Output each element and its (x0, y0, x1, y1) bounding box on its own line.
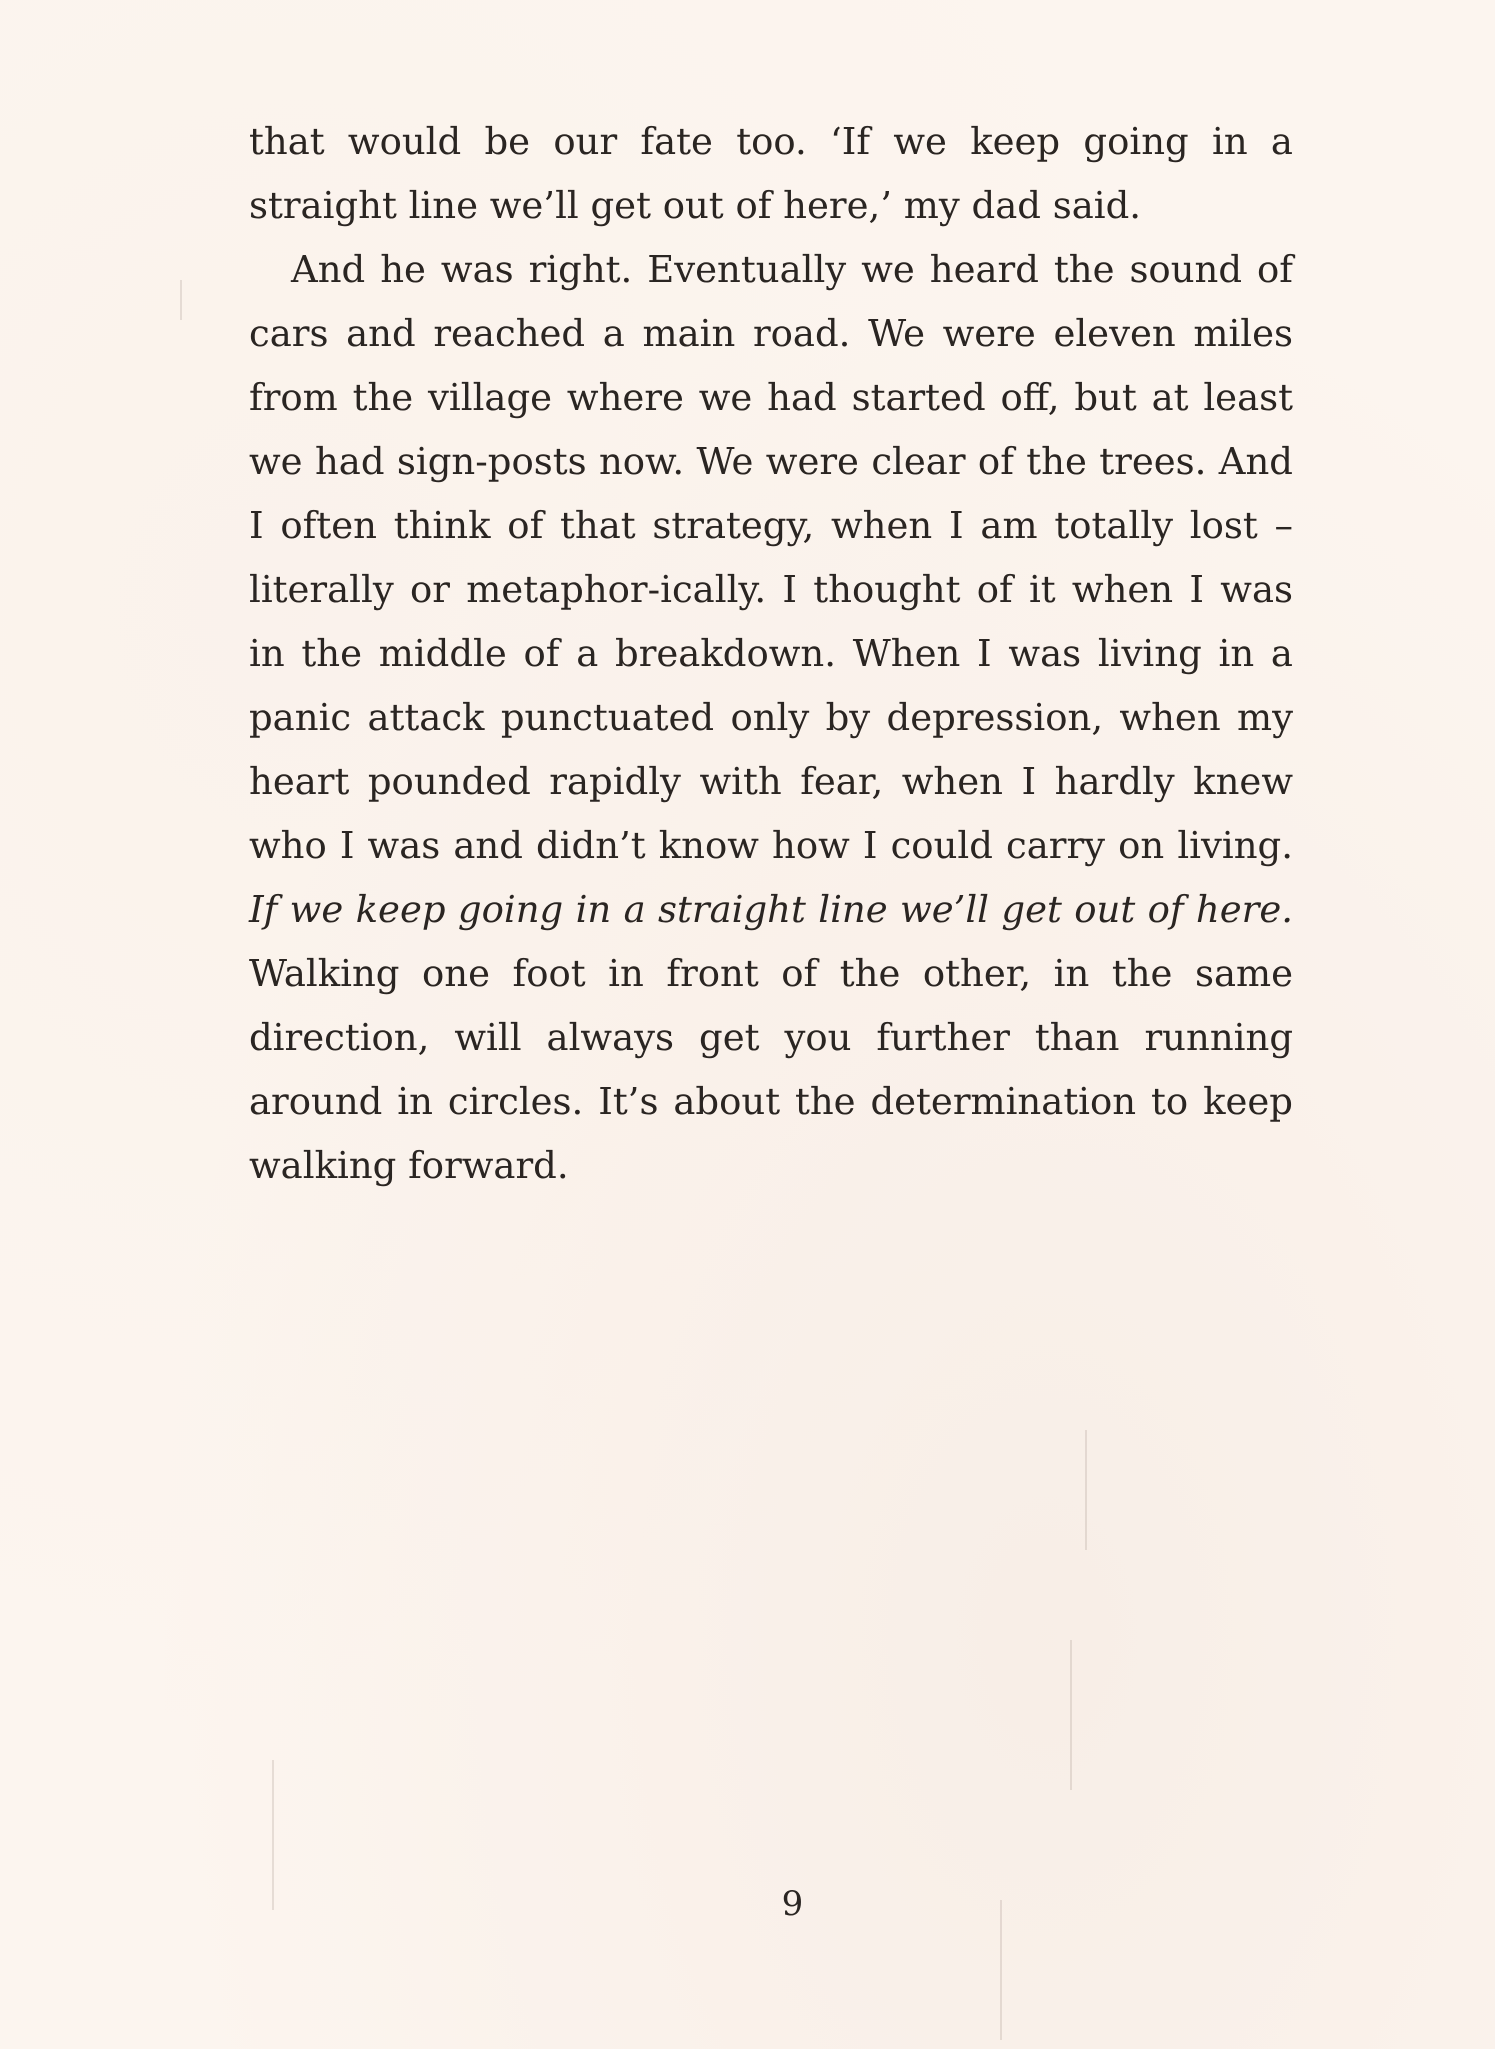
paragraph (249, 110, 1293, 238)
scan-mark (180, 280, 182, 320)
text-segment: Walking one foot in front of the other, in the same direction, will always get you further than running around in circles. It’s about the determination to keep walking forward. (249, 952, 1293, 1187)
body-text (249, 110, 1293, 1198)
scan-mark (1085, 1430, 1087, 1550)
scan-mark (1070, 1640, 1072, 1790)
paragraph (249, 238, 1293, 1198)
text-segment: that would be our fate too. ‘If we keep going in a straight line we’ll get out of here,’ my dad said. (249, 120, 1293, 227)
page-number: 9 (781, 1884, 804, 1924)
italic-quote: If we keep going in a straight line we’ll get out of here. (249, 888, 1293, 931)
text-segment: And he was right. Eventually we heard the sound of cars and reached a main road. We were eleven miles from the village where we had started off, but at least we had sign-posts now. We were clear of the trees. And I often think of that strategy, when I am totally lost – literally or metaphor-ically. I thought of it when I was in the middle of a breakdown. When I was living in a panic attack punctuated only by depression, when my heart pounded rapidly with fear, when I hardly knew who I was and didn’t know how I could carry on living. (249, 248, 1293, 867)
